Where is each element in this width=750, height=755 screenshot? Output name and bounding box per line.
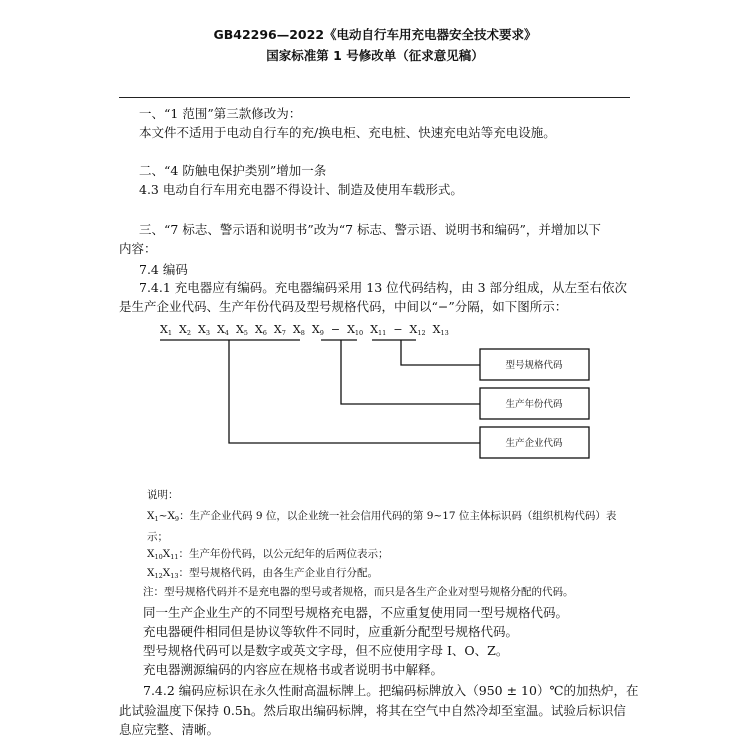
section1-body: 本文件不适用于电动自行车的充/换电柜、充电桩、快速充电站等充电设施。 <box>139 125 556 140</box>
company-code-label: 生产企业代码 <box>505 438 563 449</box>
notes-label: 说明： <box>147 489 179 501</box>
code-sub: 8 <box>300 329 305 337</box>
code-sub: 3 <box>205 329 210 337</box>
code-sub: 10 <box>354 329 364 337</box>
code-separator: − <box>393 323 403 336</box>
code-char: X <box>370 323 379 336</box>
code-sub: 11 <box>378 329 387 337</box>
clause-7-4-1-line2: 是生产企业代码、生产年份代码及型号规格代码，中间以“−”分隔，如下图所示： <box>119 299 568 314</box>
code-sub: 7 <box>281 329 286 337</box>
note-disclaimer: 注：型号规格代码并不是充电器的型号或者规格，而只是各生产企业对型号规格分配的代码。 <box>143 586 574 598</box>
code-char: X <box>409 323 418 336</box>
code-sub: 9 <box>319 329 324 337</box>
rule-no-reuse: 同一生产企业生产的不同型号规格充电器，不应重复使用同一型号规格代码。 <box>143 605 569 620</box>
clause-7-4-1-line1: 7.4.1 充电器应有编码。充电器编码采用 13 位代码结构，由 3 部分组成，从左至右依次 <box>139 280 628 295</box>
section3-heading-line2: 内容： <box>119 241 157 256</box>
note-year-code: $X_{10}X_{11}$：生产年份代码，以公元纪年的后两位表示； <box>147 548 389 561</box>
code-char: X <box>160 323 168 336</box>
clause-7-4-title: 7.4 编码 <box>139 262 188 277</box>
code-char: X <box>197 323 206 336</box>
code-char: X <box>273 323 282 336</box>
code-sub: 1 <box>167 329 172 337</box>
section3-heading-line1: 三、“7 标志、警示语和说明书”改为“7 标志、警示语、说明书和编码”，并增加以下 <box>139 222 601 237</box>
code-sub: 6 <box>262 329 267 337</box>
document-title-line1: GB42296—2022《电动自行车用充电器安全技术要求》 <box>213 27 537 42</box>
note-company-code: $X_1\sim X_9$：生产企业代码 9 位，以企业统一社会信用代码的第 9~17 位主体标识码（组织机构代码）表 <box>147 510 617 523</box>
model-connector-line <box>401 340 480 365</box>
code-char: X <box>216 323 225 336</box>
code-char: X <box>178 323 187 336</box>
code-char: X <box>254 323 263 336</box>
document-title-line2: 国家标准第 1 号修改单（征求意见稿） <box>266 48 484 63</box>
code-char: X <box>347 323 355 336</box>
clause-7-4-2-line2: 此试验温度下保持 0.5h。然后取出编码标牌，将其在空气中自然冷却至室温。试验后标识信 <box>119 703 626 718</box>
year-code-label: 生产年份代码 <box>505 399 563 410</box>
code-sub: 12 <box>417 329 426 337</box>
clause-7-4-2-line1: 7.4.2 编码应标识在永久性耐高温标牌上。把编码标牌放入（950 ± 10）℃的加热炉，在 <box>143 683 639 698</box>
code-char: X <box>311 323 320 336</box>
code-char: X <box>432 323 441 336</box>
rule-allowed-chars: 型号规格代码可以是数字或英文字母，但不应使用字母 I、O、Z。 <box>143 643 509 658</box>
rule-traceability: 充电器溯源编码的内容应在规格书或者说明书中解释。 <box>143 662 444 677</box>
note-model-code: $X_{12}X_{13}$：型号规格代码，由各生产企业自行分配。 <box>147 567 379 580</box>
section2-heading: 二、“4 防触电保护类别”增加一条 <box>139 163 327 178</box>
rule-software-change: 充电器硬件相同但是协议等软件不同时，应重新分配型号规格代码。 <box>143 624 519 639</box>
code-sub: 2 <box>186 329 191 337</box>
code-sub: 13 <box>440 329 449 337</box>
section1-heading: 一、“1 范围”第三款修改为： <box>139 106 302 121</box>
code-sub: 5 <box>243 329 248 337</box>
clause-7-4-2-line3: 息应完整、清晰。 <box>119 722 220 737</box>
note-company-code-cont: 示； <box>147 531 168 543</box>
code-char: X <box>235 323 244 336</box>
model-code-label: 型号规格代码 <box>505 360 563 371</box>
code-sub: 4 <box>224 329 229 337</box>
company-connector-line <box>229 340 480 443</box>
section2-body: 4.3 电动自行车用充电器不得设计、制造及使用车载形式。 <box>139 182 463 197</box>
year-connector-line <box>341 340 480 404</box>
code-separator: − <box>330 323 341 336</box>
code-char: X <box>292 323 301 336</box>
